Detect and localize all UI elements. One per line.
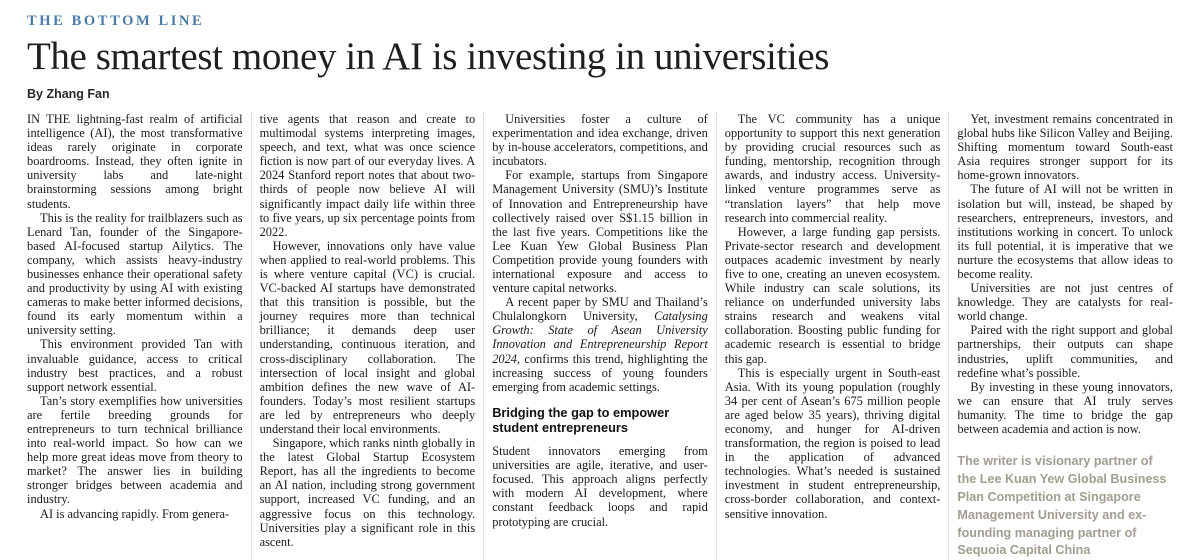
body-paragraph: The future of AI will not be written in isolation but will, instead, be shaped by researchers, entrepreneurs, investors, and institutions working in concert. To unlock its full potential, it is imperative that we nurture the ecosystems that allow ideas to become reality. xyxy=(957,182,1173,281)
body-paragraph: Student innovators emerging from universities are agile, iterative, and user-focused. This approach aligns perfectly with modern AI development, where constant feedback loops and rapid prototyping are crucial. xyxy=(492,444,708,529)
article-column-2 xyxy=(251,112,484,560)
article-column-3 xyxy=(483,112,716,560)
body-paragraph: Paired with the right support and global partnerships, their outputs can shape industries, uplift communities, and redefine what’s possible. xyxy=(957,323,1173,380)
body-paragraph: Tan’s story exemplifies how universities are fertile breeding grounds for entrepreneurs to turn technical brilliance into real-world impact. So how can we help more great ideas move from theory to market? The answer lies in building stronger bridges between academia and industry. xyxy=(27,393,243,507)
body-paragraph: A recent paper by SMU and Thailand’s Chulalongkorn University, Catalysing Growth: State of Asean University Innovation and Entrepreneurship Report 2024, confirms this trend, highlighting the increasing success of young founders emerging from academic settings. xyxy=(492,295,708,394)
section-subhead: Bridging the gap to empower student entrepreneurs xyxy=(492,404,670,436)
byline: By Zhang Fan xyxy=(27,86,110,101)
section-kicker: THE BOTTOM LINE xyxy=(27,13,205,29)
article-column-5 xyxy=(948,112,1173,560)
author-bio: The writer is visionary partner of the Lee Kuan Yew Global Business Plan Competition at Singapore Management University and ex-founding managing partner of Sequoia Capital China xyxy=(957,454,1167,558)
body-paragraph: This is especially urgent in South-east Asia. With its young population (roughly 34 per cent of Asean’s 675 million people are aged below 35 years), thriving digital economy, and hunger for AI-driven transformation, the region is poised to lead in the application of advanced technologies. What’s needed is sustained investment in student entrepreneurship, cross-border collaboration, and context-sensitive innovation. xyxy=(724,365,941,521)
headline: The smartest money in AI is investing in universities xyxy=(27,35,830,78)
body-paragraph: AI is advancing rapidly. From genera- xyxy=(40,506,230,521)
body-paragraph: Singapore, which ranks ninth globally in the latest Global Startup Ecosystem Report, has all the ingredients to become an AI nation, including strong government support, increased VC funding, and an aggressive focus on this technology. Universities play a significant role in this ascent. xyxy=(259,436,476,549)
body-paragraph: This is the reality for trailblazers such as Lenard Tan, founder of the Singapore-based AI-focused startup Ailytics. The company, which assists heavy-industry businesses enhance their operational safety and productivity by using AI with existing cameras to make better informed decisions, found its early momentum within a university setting. xyxy=(27,210,243,338)
article-column-1 xyxy=(27,112,251,560)
body-paragraph: IN THE lightning-fast realm of artificial intelligence (AI), the most transformative ideas rarely originate in corporate boardrooms. Instead, they often ignite in university labs and late-night brainstorming sessions among bright students. xyxy=(27,111,243,211)
body-paragraph: However, innovations only have value when applied to real-world problems. This is where venture capital (VC) is crucial. VC-backed AI startups have demonstrated that this transition is possible, but the journey requires more than technical brilliance; it demands deep user understanding, continuous iteration, and cross-disciplinary collaboration. The intersection of local insight and global ambition defines the new wave of AI-founders. Today’s most resilient startups are led by entrepreneurs who deeply understand their local environments. xyxy=(259,238,476,436)
body-paragraph: Yet, investment remains concentrated in global hubs like Silicon Valley and Beijing. Shifting momentum toward South-east Asia requires stronger support for its home-grown innovators. xyxy=(957,111,1173,183)
body-paragraph: Universities are not just centres of knowledge. They are catalysts for real-world change. xyxy=(957,281,1173,324)
body-paragraph: The VC community has a unique opportunity to support this next generation by providing crucial resources such as funding, mentorship, recognition through awards, and industry access. University-linked venture programmes serve as “translation layers” that help move research into commercial reality. xyxy=(724,111,941,225)
body-paragraph: This environment provided Tan with invaluable guidance, access to critical industry best practices, and a robust support network essential. xyxy=(27,337,243,394)
article-column-4 xyxy=(716,112,949,560)
article-columns xyxy=(27,112,1173,560)
body-paragraph: tive agents that reason and create to multimodal systems interpreting images, speech, and text, what was once science fiction is now part of our everyday lives. A 2024 Stanford report notes that about two-thirds of people now believe AI will significantly impact daily life within three to five years, up six percentage points from 2022. xyxy=(259,111,476,239)
body-paragraph: Universities foster a culture of experimentation and idea exchange, driven by in-house accelerators, competitions, and incubators. xyxy=(492,111,708,169)
body-paragraph: However, a large funding gap persists. Private-sector research and development outpaces academic investment by nearly five to one, creating an uneven ecosystem. While industry can scale solutions, its reliance on underfunded university labs strains research and weakens vital collaboration. Boosting public funding for academic research is essential to bridge this gap. xyxy=(724,224,941,366)
body-paragraph: For example, startups from Singapore Management University (SMU)’s Institute of Innovation and Entrepreneurship have collectively raised over S$1.15 billion in the last five years. Competitions like the Lee Kuan Yew Global Business Plan Competition provide young founders with international exposure and access to venture capital networks. xyxy=(492,168,708,296)
body-paragraph: By investing in these young innovators, we can ensure that AI truly serves humanity. The time to bridge the gap between academia and action is now. xyxy=(957,379,1173,436)
